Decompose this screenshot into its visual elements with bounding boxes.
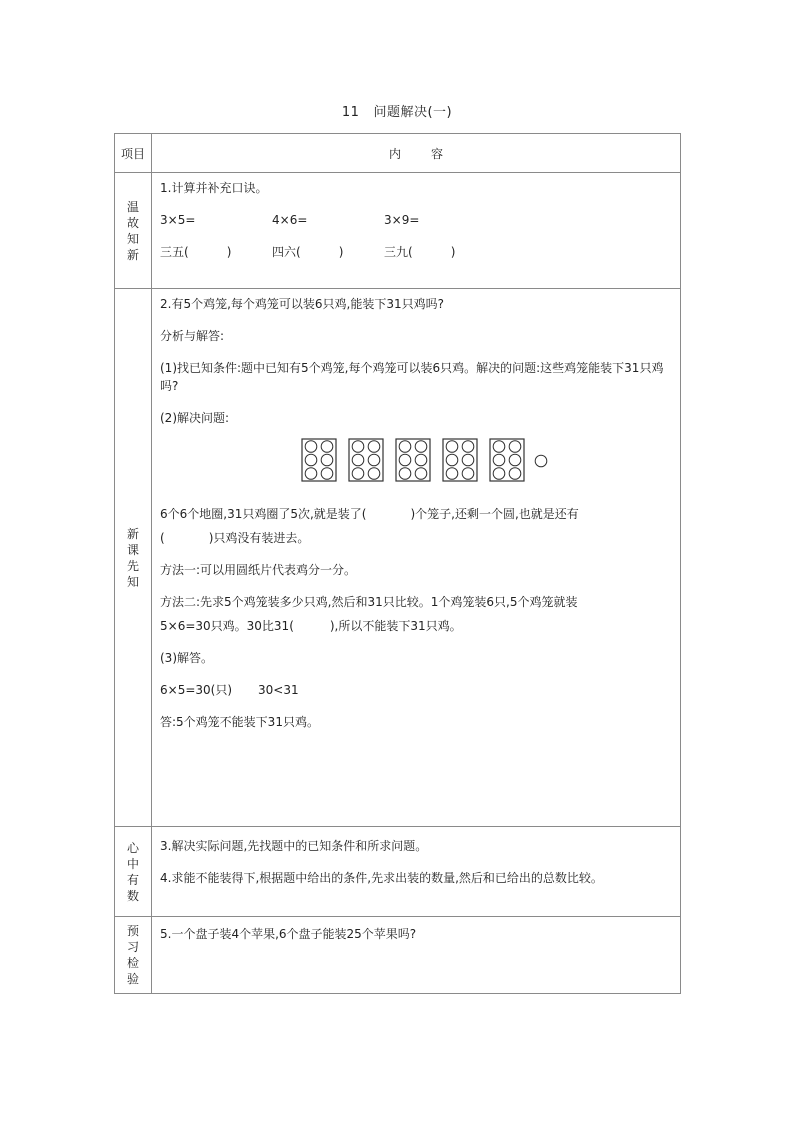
chicken-circle	[352, 441, 364, 453]
analysis-heading: 分析与解答:	[160, 329, 225, 343]
chicken-circle	[493, 441, 505, 453]
question-1: 1.计算并补充口诀。	[160, 181, 268, 195]
chicken-circle	[305, 441, 317, 453]
rhyme-35-open: 三五(	[160, 245, 189, 259]
chicken-circle	[399, 468, 411, 480]
header-content-text: 内容	[388, 146, 473, 161]
method-2-text-b: ),所以不能装下31只鸡。	[329, 619, 462, 633]
chicken-circle	[462, 468, 474, 480]
explain-line-1	[160, 505, 672, 523]
row-label: 温故知新	[126, 199, 139, 262]
step-2: (2)解决问题:	[160, 411, 230, 425]
rhyme-39-close: )	[450, 245, 456, 259]
question-5: 5.一个盘子装4个苹果,6个盘子能装25个苹果吗?	[160, 927, 417, 941]
row-label: 心中有数	[126, 840, 139, 903]
cage-box	[396, 439, 430, 481]
chicken-circle	[321, 468, 333, 480]
table-header-row	[115, 134, 681, 173]
table-row	[115, 173, 681, 289]
chicken-circle	[462, 441, 474, 453]
chicken-circle	[415, 454, 427, 466]
cage-box	[349, 439, 383, 481]
chicken-circle	[493, 468, 505, 480]
rhyme-46-close: )	[338, 245, 344, 259]
rhyme-35-close: )	[226, 245, 232, 259]
rhyme-39-open: 三九(	[384, 245, 413, 259]
explain-text-b: )个笼子,还剩一个圆,也就是还有	[410, 507, 579, 521]
method-1: 方法一:可以用圆纸片代表鸡分一分。	[160, 563, 357, 577]
chicken-circle	[352, 454, 364, 466]
chicken-circle	[368, 441, 380, 453]
explain-text-a: 6个6个地圈,31只鸡圈了5次,就是装了(	[160, 507, 367, 521]
answer-line: 答:5个鸡笼不能装下31只鸡。	[160, 715, 319, 729]
chicken-circle	[415, 468, 427, 480]
explain-text-c: (	[160, 531, 165, 545]
table-row	[115, 827, 681, 917]
method-2-cont	[160, 617, 672, 635]
cage-box	[490, 439, 524, 481]
row-content	[152, 917, 681, 994]
lesson-title: 问题解决(一)	[373, 105, 453, 120]
row-content	[152, 173, 681, 289]
cage-box	[443, 439, 477, 481]
cage-diagram	[292, 433, 552, 489]
row-content	[152, 289, 681, 827]
row-label-cell	[115, 917, 152, 994]
row-label: 新课先知	[126, 526, 139, 589]
table-row	[115, 917, 681, 994]
row-label: 预习检验	[126, 924, 139, 986]
step-1: (1)找已知条件:题中已知有5个鸡笼,每个鸡笼可以装6只鸡。解决的问题:这些鸡笼能装下31只鸡吗?	[160, 361, 664, 393]
header-content	[152, 134, 681, 173]
chicken-circle	[446, 441, 458, 453]
step-3: (3)解答。	[160, 651, 213, 665]
page-title	[0, 101, 794, 120]
chicken-circle	[509, 454, 521, 466]
chicken-circle	[493, 454, 505, 466]
solution-compare: 30<31	[258, 683, 299, 697]
row-content	[152, 827, 681, 917]
explain-text-d: )只鸡没有装进去。	[208, 531, 310, 545]
chicken-circle	[321, 441, 333, 453]
chicken-circle	[462, 454, 474, 466]
chicken-circle	[446, 468, 458, 480]
chicken-circle	[446, 454, 458, 466]
row-label-cell	[115, 827, 152, 917]
chicken-circle	[321, 454, 333, 466]
lesson-number: 11	[341, 105, 360, 120]
chicken-circle	[305, 454, 317, 466]
calc-line	[160, 211, 672, 229]
chicken-circle	[368, 454, 380, 466]
solution-equation: 6×5=30(只)	[160, 683, 233, 697]
lesson-table	[114, 133, 681, 994]
extra-chicken-circle	[535, 455, 547, 467]
cage-figure	[160, 433, 672, 489]
calc-3x5: 3×5=	[160, 213, 196, 227]
calc-4x6: 4×6=	[272, 213, 308, 227]
row-label-cell	[115, 173, 152, 289]
explain-line-2	[160, 529, 672, 547]
rhyme-line	[160, 243, 672, 261]
chicken-circle	[368, 468, 380, 480]
chicken-circle	[415, 441, 427, 453]
chicken-circle	[305, 468, 317, 480]
solution-line	[160, 681, 672, 699]
method-2-text-a: 5×6=30只鸡。30比31(	[160, 619, 294, 633]
chicken-circle	[509, 441, 521, 453]
tip-3: 3.解决实际问题,先找题中的已知条件和所求问题。	[160, 839, 428, 853]
chicken-circle	[399, 441, 411, 453]
table-row	[115, 289, 681, 827]
chicken-circle	[352, 468, 364, 480]
tip-4: 4.求能不能装得下,根据题中给出的条件,先求出装的数量,然后和已给出的总数比较。	[160, 871, 603, 885]
rhyme-46-open: 四六(	[272, 245, 301, 259]
method-2: 方法二:先求5个鸡笼装多少只鸡,然后和31只比较。1个鸡笼装6只,5个鸡笼就装	[160, 595, 578, 609]
row-label-cell	[115, 289, 152, 827]
question-2: 2.有5个鸡笼,每个鸡笼可以装6只鸡,能装下31只鸡吗?	[160, 297, 444, 311]
cage-box	[302, 439, 336, 481]
header-item: 项目	[115, 134, 152, 173]
chicken-circle	[399, 454, 411, 466]
chicken-circle	[509, 468, 521, 480]
calc-3x9: 3×9=	[384, 213, 420, 227]
